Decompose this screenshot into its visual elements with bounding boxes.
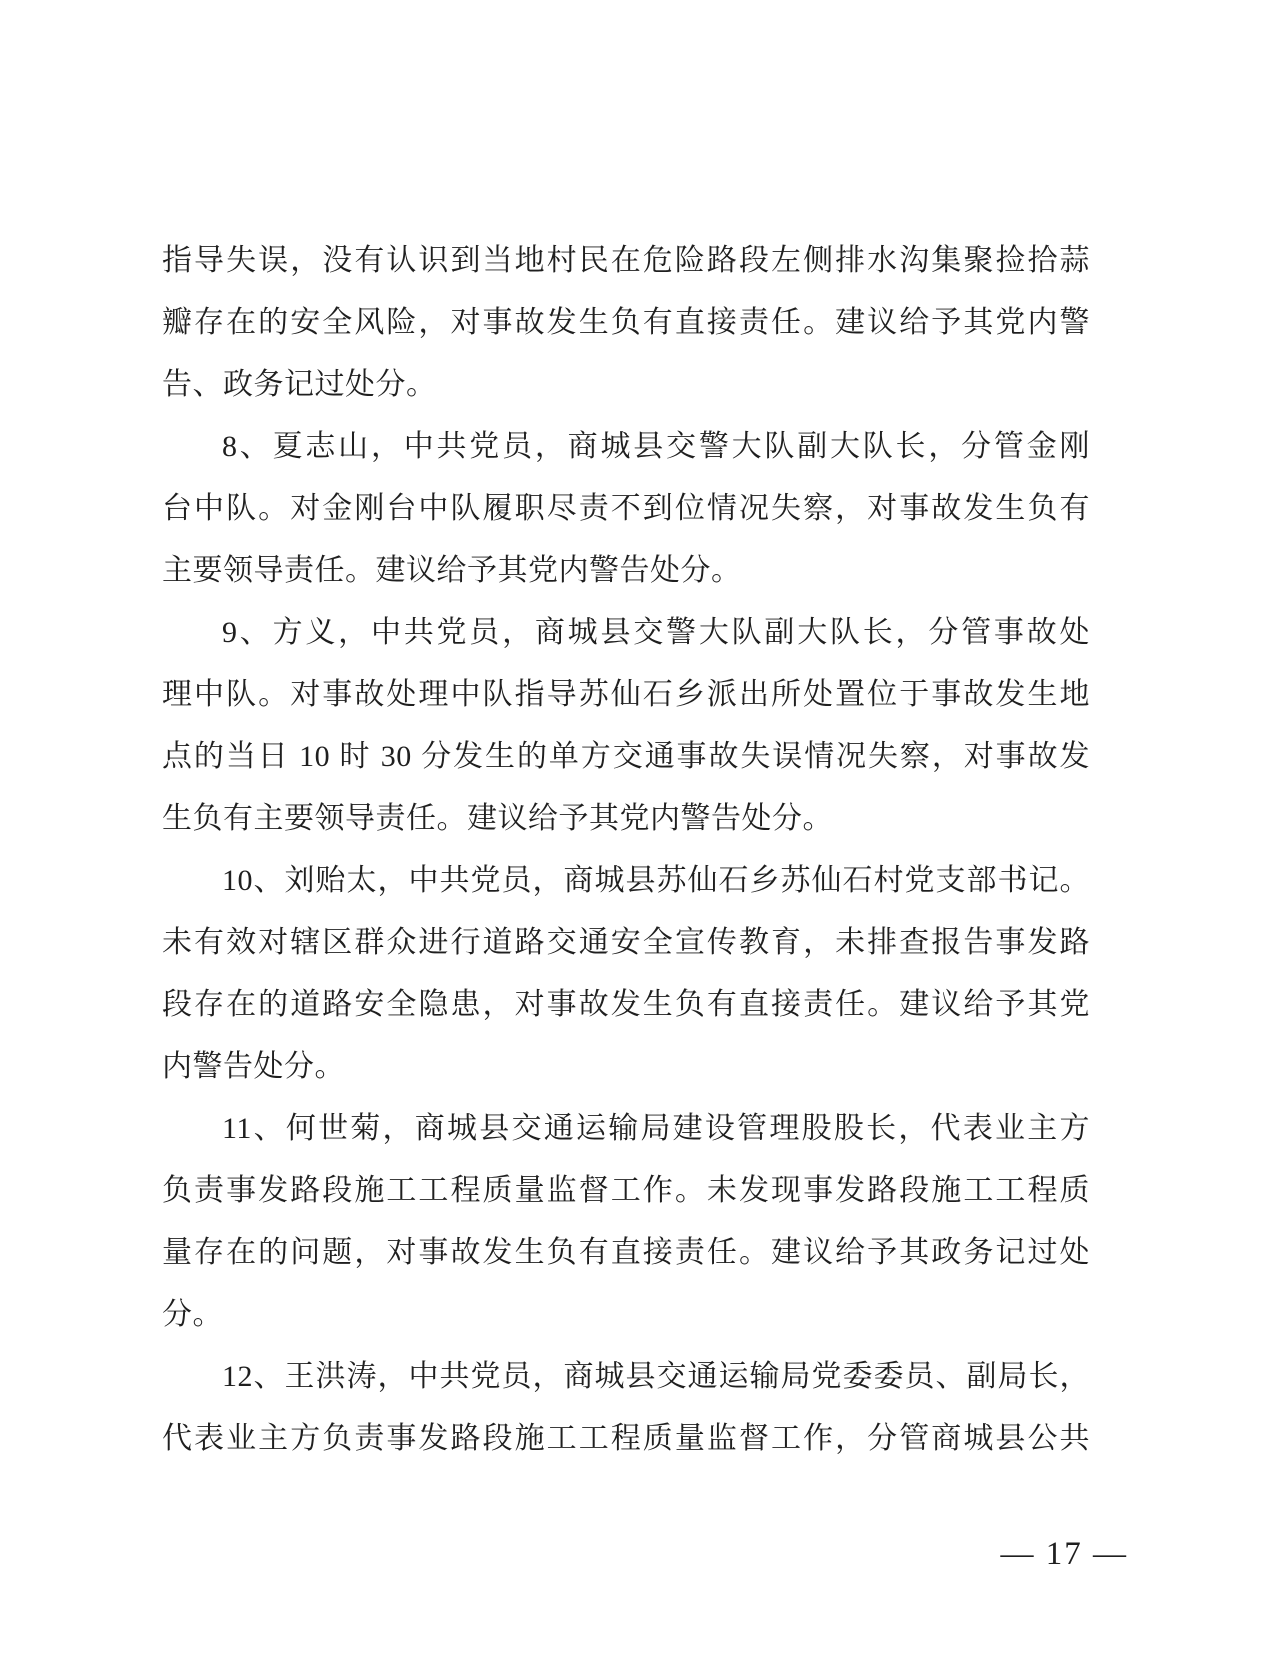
- text-line: 理中队。对事故处理中队指导苏仙石乡派出所处置位于事故发生地: [162, 678, 1090, 711]
- text-line: 台中队。对金刚台中队履职尽责不到位情况失察，对事故发生负有: [162, 492, 1090, 525]
- text-line: 负责事发路段施工工程质量监督工作。未发现事发路段施工工程质: [162, 1174, 1090, 1207]
- text-line: 8、夏志山，中共党员，商城县交警大队副大队长，分管金刚: [222, 430, 1090, 463]
- paragraph: [162, 416, 1090, 602]
- paragraph: [162, 1346, 1090, 1470]
- text-line: 9、方义，中共党员，商城县交警大队副大队长，分管事故处: [222, 616, 1090, 649]
- text-line: 量存在的问题，对事故发生负有直接责任。建议给予其政务记过处: [162, 1236, 1090, 1269]
- paragraph: [162, 850, 1090, 1098]
- text-line: 12、王洪涛，中共党员，商城县交通运输局党委委员、副局长，: [222, 1360, 1090, 1393]
- text-line: 生负有主要领导责任。建议给予其党内警告处分。: [162, 802, 833, 835]
- paragraph: [162, 1098, 1090, 1346]
- text-line: 告、政务记过处分。: [162, 368, 437, 401]
- paragraph: [162, 602, 1090, 850]
- text-line: 内警告处分。: [162, 1050, 345, 1083]
- text-line: 未有效对辖区群众进行道路交通安全宣传教育，未排查报告事发路: [162, 926, 1090, 959]
- text-line: 段存在的道路安全隐患，对事故发生负有直接责任。建议给予其党: [162, 988, 1090, 1021]
- text-line: 分。: [162, 1298, 223, 1331]
- text-line: 11、何世菊，商城县交通运输局建设管理股股长，代表业主方: [222, 1112, 1090, 1145]
- text-line: 瓣存在的安全风险，对事故发生负有直接责任。建议给予其党内警: [162, 306, 1090, 339]
- text-line: 10、刘贻太，中共党员，商城县苏仙石乡苏仙石村党支部书记。: [222, 864, 1090, 897]
- text-line: 点的当日 10 时 30 分发生的单方交通事故失误情况失察，对事故发: [162, 740, 1090, 773]
- text-line: 指导失误，没有认识到当地村民在危险路段左侧排水沟集聚捡拾蒜: [162, 244, 1090, 277]
- paragraph: [162, 230, 1090, 416]
- text-line: 主要领导责任。建议给予其党内警告处分。: [162, 554, 742, 587]
- text-block: [162, 230, 1090, 1470]
- page-number: — 17 —: [1000, 1536, 1128, 1572]
- text-line: 代表业主方负责事发路段施工工程质量监督工作，分管商城县公共: [162, 1422, 1090, 1455]
